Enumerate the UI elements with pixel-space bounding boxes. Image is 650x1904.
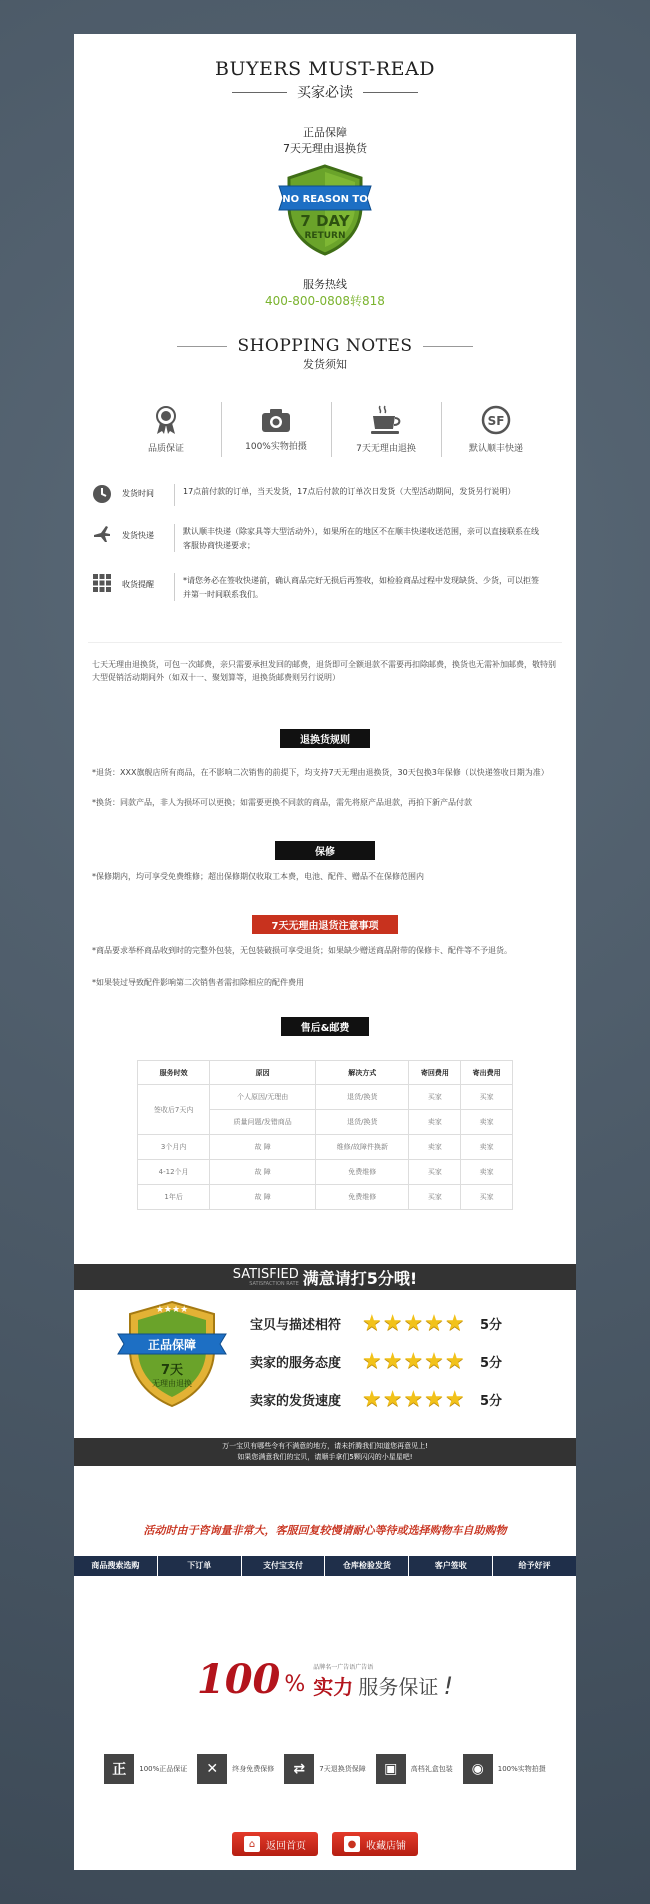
notice-title: 7天无理由退货注意事项 — [252, 915, 399, 934]
shipping-row-label: 发货时间 — [122, 489, 154, 498]
divider-vertical — [174, 573, 175, 601]
buyers-title-en: BUYERS MUST-READ — [214, 58, 435, 80]
promise-item-text: 7天退换货保障 — [319, 1765, 366, 1773]
table-cell: 4-12个月 — [138, 1160, 210, 1185]
shipping-row-label: 收货提醒 — [122, 580, 154, 589]
location-pin-icon: ● — [344, 1836, 360, 1852]
rating-label: 卖家的服务态度 — [250, 1355, 342, 1371]
promise-item — [197, 1754, 274, 1784]
hotline-number: 400-800-0808转818 — [265, 294, 385, 308]
table-cell: 故 障 — [210, 1135, 316, 1160]
guarantee-line-2: 7天无理由退换货 — [283, 142, 367, 155]
promise-big: 100 — [196, 1656, 281, 1703]
return-shield-icon — [275, 162, 375, 258]
camera-icon — [261, 407, 291, 433]
genuine-icon: 正 — [104, 1754, 134, 1784]
table-cell: 买家 — [461, 1085, 513, 1110]
feature-quality — [116, 405, 216, 454]
feature-return — [336, 405, 436, 454]
shipping-row-express — [74, 524, 576, 553]
table-cell: 质量问题/发错商品 — [210, 1110, 316, 1135]
table-cell: 卖家 — [409, 1135, 461, 1160]
hotline-label: 服务热线 — [303, 278, 347, 291]
exchange-title-wrap — [74, 728, 576, 748]
promise-item — [284, 1754, 365, 1784]
feature-label: 品质保证 — [147, 444, 184, 454]
promise-small: 品牌名一广告语广告语 — [313, 1664, 374, 1671]
exclamation-icon: ! — [443, 1672, 454, 1700]
favorite-button-label: 收藏店铺 — [366, 1840, 406, 1852]
table-cell: 免费维修 — [316, 1185, 409, 1210]
promo-slogan: 活动时由于咨询量非常大，客服回复较慢请耐心等待或选择购物车自助购物 — [143, 1524, 507, 1537]
shipping-row-text: 17点前付款的订单，当天发货，17点后付款的订单次日发货（大型活动期间，发货另行说明） — [183, 487, 516, 496]
coffee-cup-icon — [370, 405, 402, 435]
rating-row — [250, 1380, 502, 1418]
table-row — [138, 1185, 513, 1210]
aftersale-table-wrap — [74, 1060, 576, 1210]
table-row — [138, 1085, 513, 1110]
rating-row — [250, 1304, 502, 1342]
shipping-info — [74, 484, 576, 620]
satisfied-footer — [74, 1438, 576, 1466]
feature-sf — [446, 405, 546, 454]
warranty-title-wrap — [74, 840, 576, 860]
promise-items — [74, 1754, 576, 1784]
promise-pct: % — [284, 1672, 306, 1697]
clock-icon — [92, 484, 112, 504]
divider-line — [232, 92, 287, 93]
process-navbar — [74, 1556, 576, 1576]
process-step[interactable]: 给予好评 — [492, 1556, 576, 1576]
feature-photo — [226, 407, 326, 452]
shield-top-text: NO REASON TO — [282, 194, 368, 205]
divider-vertical — [441, 402, 442, 457]
page-container — [74, 34, 576, 1870]
warranty-rule-1: *保修期内，均可享受免费维修；超出保修期仅收取工本费，电池、配件、赠品不在保修范围内 — [92, 872, 424, 881]
shipping-row-text: 默认顺丰快递（除家具等大型活动外），如果所在的地区不在顺丰快递收送范围，亲可以直接联系在线客服协商快递要求； — [183, 527, 539, 550]
promise-item — [463, 1754, 546, 1784]
feature-label: 100%实物拍摄 — [245, 442, 307, 452]
star-rating-icon[interactable]: ★★★★★ — [362, 1386, 466, 1412]
promise-text-wrap — [313, 1662, 453, 1700]
divider-line — [88, 642, 562, 643]
table-cell: 买家 — [409, 1085, 461, 1110]
return-note: 七天无理由退换货，可包一次邮费，亲只需要承担发回的邮费，退货即可全额退款不需要再扣除邮费，换货也无需补加邮费，敬特别大型促销活动期间外（如双十一、聚划算等，退换货邮费则另行说明） — [92, 660, 556, 682]
table-row — [138, 1135, 513, 1160]
shopping-title-row — [74, 336, 576, 356]
promise-service: 服务保证 — [358, 1675, 439, 1699]
shipping-row-label: 发货快递 — [122, 531, 154, 540]
table-cell: 免费维修 — [316, 1160, 409, 1185]
table-cell: 退货/换货 — [316, 1110, 409, 1135]
ratings-list — [250, 1304, 502, 1418]
shield-text-3: 无理由退换 — [152, 1379, 192, 1388]
aftersale-title: 售后&邮费 — [281, 1017, 370, 1036]
tools-icon: ✕ — [197, 1754, 227, 1784]
table-cell: 故 障 — [210, 1185, 316, 1210]
process-step[interactable]: 仓库检验发货 — [324, 1556, 408, 1576]
notice-rule-1: *商品要求举杯商品收到时的完整外包装，无包装破损可享受退货；如果缺少赠送商品附带的保修卡、配件等不予退货。 — [92, 946, 512, 955]
shopping-title-cn: 发货须知 — [303, 358, 347, 371]
promise-item-text: 100%正品保证 — [139, 1765, 188, 1773]
process-step[interactable]: 下订单 — [157, 1556, 241, 1576]
table-row — [138, 1160, 513, 1185]
notice-rule-2: *如果装过导致配件影响第二次销售者需扣除相应的配件费用 — [92, 978, 304, 987]
table-header: 寄出费用 — [461, 1061, 513, 1085]
table-header-row — [138, 1061, 513, 1085]
table-cell: 买家 — [461, 1185, 513, 1210]
buyers-title-cn: 买家必读 — [297, 85, 353, 101]
promise-item-text: 100%实物拍摄 — [497, 1765, 546, 1773]
shield-bot-text: RETURN — [304, 231, 346, 241]
giftbox-icon: ▣ — [376, 1754, 406, 1784]
satisfied-cn: 满意请打5分哦! — [302, 1268, 418, 1288]
shipping-row-time — [74, 484, 576, 506]
process-nav — [75, 1556, 575, 1576]
table-cell: 3个月内 — [138, 1135, 210, 1160]
table-cell: 故 障 — [210, 1160, 316, 1185]
genuine-shield-icon — [114, 1298, 230, 1410]
promise-item-text: 终身免费保修 — [232, 1765, 275, 1773]
notice-title-wrap — [74, 914, 576, 934]
satisfied-sub: SATISFACTION RATE — [249, 1280, 299, 1287]
home-icon: ⌂ — [244, 1836, 260, 1852]
exchange-title: 退换货规则 — [280, 729, 370, 748]
home-button[interactable] — [232, 1832, 318, 1856]
table-cell: 退货/换货 — [316, 1085, 409, 1110]
table-cell: 维修/故障件换新 — [316, 1135, 409, 1160]
sf-express-icon — [481, 405, 511, 435]
home-button-label: 返回首页 — [266, 1840, 306, 1852]
table-cell: 卖家 — [461, 1160, 513, 1185]
divider-line — [363, 92, 418, 93]
table-cell: 买家 — [409, 1160, 461, 1185]
star-row-icon: ★★★★ — [155, 1305, 189, 1315]
satisfied-en-wrap — [233, 1268, 299, 1287]
shipping-row-receive — [74, 573, 576, 602]
features-row — [116, 402, 546, 457]
star-rating-icon[interactable]: ★★★★★ — [362, 1348, 466, 1374]
satisfied-en: SATISFIED — [232, 1266, 299, 1282]
table-cell: 卖家 — [461, 1110, 513, 1135]
rating-row — [250, 1342, 502, 1380]
guarantee-line-1: 正品保障 — [303, 126, 347, 139]
airplane-icon — [92, 524, 112, 544]
satisfied-banner — [74, 1264, 576, 1290]
divider-vertical — [221, 402, 222, 457]
shield-text-2: 7天 — [160, 1363, 184, 1378]
rating-label: 宝贝与描述相符 — [250, 1317, 342, 1333]
shield-mid-text: 7 DAY — [300, 212, 350, 230]
promise-item-text: 高档礼盒包装 — [410, 1765, 453, 1773]
process-step[interactable]: 支付宝支付 — [241, 1556, 325, 1576]
table-cell: 卖家 — [409, 1110, 461, 1135]
satisfied-footer-1: 万一宝贝有哪些令有不满意的地方，请未折腾我们知道您再意见上! — [222, 1442, 428, 1450]
grid-icon — [92, 573, 112, 593]
rating-score: 5分 — [480, 1317, 503, 1333]
table-cell: 签收后7天内 — [138, 1085, 210, 1135]
rating-score: 5分 — [480, 1355, 503, 1371]
shopping-notes-header — [74, 336, 576, 372]
promise-strength: 实力 — [313, 1675, 354, 1699]
award-icon — [153, 405, 179, 435]
table-cell: 1年后 — [138, 1185, 210, 1210]
table-header: 解决方式 — [316, 1061, 409, 1085]
table-cell: 个人原因/无理由 — [210, 1085, 316, 1110]
table-cell: 买家 — [409, 1185, 461, 1210]
exchange-icon: ⇄ — [284, 1754, 314, 1784]
process-step[interactable]: 商品搜索选购 — [91, 1561, 140, 1570]
promise-main-line — [313, 1671, 453, 1700]
promise-item — [376, 1754, 453, 1784]
exchange-rule-2: *换货：同款产品，非人为损坏可以更换；如需要更换不同款的商品，需先将原产品退款，再拍下新产品付款 — [92, 798, 472, 807]
divider-vertical — [331, 402, 332, 457]
divider-vertical — [174, 484, 175, 506]
camera-icon: ◉ — [463, 1754, 493, 1784]
promise-item — [104, 1754, 187, 1784]
buyers-header — [74, 58, 576, 309]
shield-text-1: 正品保障 — [147, 1338, 197, 1352]
aftersale-table — [137, 1060, 513, 1210]
table-header: 原因 — [210, 1061, 316, 1085]
promise-header — [74, 1656, 576, 1703]
buyers-title-row — [74, 82, 576, 102]
process-step[interactable]: 客户签收 — [408, 1556, 492, 1576]
bottom-buttons — [74, 1832, 576, 1856]
feature-label: 7天无理由退换 — [356, 444, 416, 454]
table-cell: 卖家 — [461, 1135, 513, 1160]
divider-line — [177, 346, 227, 347]
warranty-title: 保修 — [275, 841, 375, 860]
star-rating-icon[interactable]: ★★★★★ — [362, 1310, 466, 1336]
satisfied-footer-2: 如果您满意我们的宝贝，请顺手拿们5颗闪闪的小星星吧! — [237, 1453, 413, 1461]
divider-vertical — [174, 524, 175, 552]
shipping-row-text: *请您务必在签收快递前，确认商品完好无损后再签收，如检验商品过程中发现缺货、少货，可以拒签并第一时间联系我们。 — [183, 576, 539, 599]
table-header: 服务时效 — [138, 1061, 210, 1085]
feature-label: 默认顺丰快递 — [468, 444, 523, 454]
exchange-rule-1: *退货：XXX旗舰店所有商品，在不影响二次销售的前提下，均支持7天无理由退换货，30天包换3年保修（以快递签收日期为准） — [92, 768, 549, 777]
favorite-shop-button[interactable] — [332, 1832, 418, 1856]
divider-line — [423, 346, 473, 347]
shopping-title-en: SHOPPING NOTES — [237, 336, 413, 356]
svg-text:SF: SF — [487, 414, 505, 428]
rating-label: 卖家的发货速度 — [250, 1393, 342, 1409]
aftersale-title-wrap — [74, 1016, 576, 1036]
ratings-area — [74, 1298, 576, 1412]
table-header: 寄回费用 — [409, 1061, 461, 1085]
rating-score: 5分 — [480, 1393, 503, 1409]
